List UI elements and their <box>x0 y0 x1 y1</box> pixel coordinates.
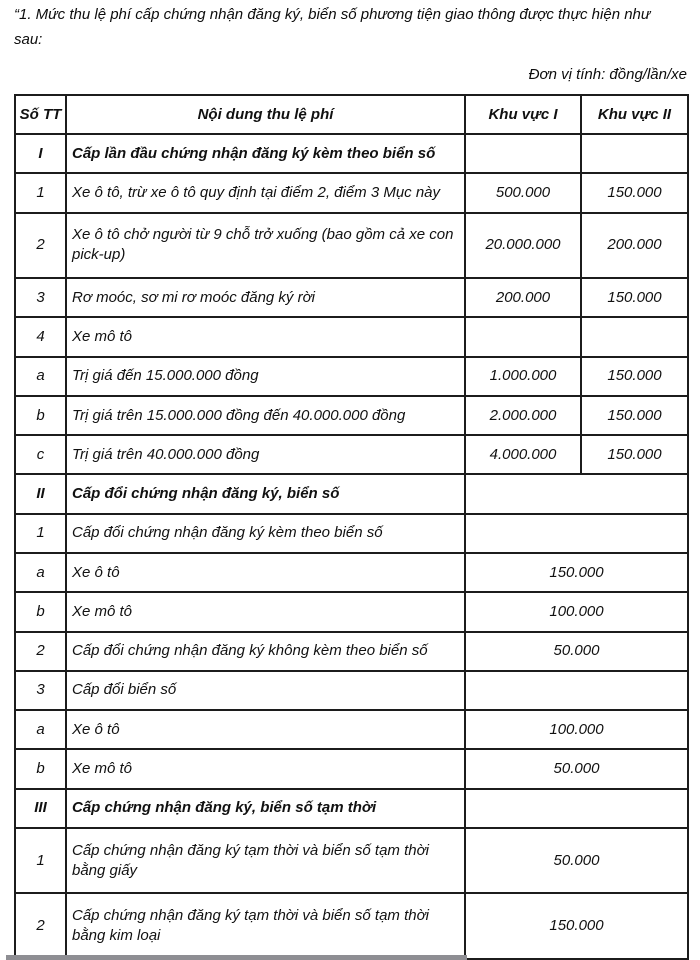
table-row <box>15 828 688 893</box>
table-cell-content: Cấp chứng nhận đăng ký tạm thời và biển số tạm thời bằng kim loại <box>66 893 465 959</box>
table-cell-content: Xe ô tô <box>66 710 465 749</box>
table-cell-fee-zone2: 150.000 <box>581 435 688 474</box>
table-cell-fee-merged <box>465 514 688 553</box>
table-header-row <box>15 95 688 134</box>
table-cell-content: Trị giá đến 15.000.000 đồng <box>66 357 465 396</box>
table-cell-no: 2 <box>15 893 66 959</box>
table-cell-content: Xe mô tô <box>66 592 465 631</box>
table-cell-fee-zone2: 200.000 <box>581 213 688 278</box>
header-cell-content: Nội dung thu lệ phí <box>66 95 465 134</box>
table-cell-content: Xe mô tô <box>66 317 465 356</box>
table-cell-content: Cấp đổi chứng nhận đăng ký kèm theo biển số <box>66 514 465 553</box>
table-cell-no: c <box>15 435 66 474</box>
unit-note: Đơn vị tính: đồng/lần/xe <box>528 66 687 83</box>
table-cell-no: 3 <box>15 278 66 317</box>
table-cell-content: Xe mô tô <box>66 749 465 788</box>
table-cell-no: b <box>15 592 66 631</box>
table-row <box>15 317 688 356</box>
table-cell-content: Cấp đổi chứng nhận đăng ký không kèm theo biển số <box>66 632 465 671</box>
table-cell-fee-zone1: 20.000.000 <box>465 213 581 278</box>
table-cell-fee-merged: 50.000 <box>465 632 688 671</box>
table-cell-no: b <box>15 396 66 435</box>
table-row <box>15 474 688 513</box>
table-cell-fee-merged: 50.000 <box>465 828 688 893</box>
table-cell-fee-zone1: 200.000 <box>465 278 581 317</box>
table-cell-no: 1 <box>15 173 66 212</box>
table-cell-content: Trị giá trên 40.000.000 đồng <box>66 435 465 474</box>
header-cell-no: Số TT <box>15 95 66 134</box>
header-cell-zone2: Khu vực II <box>581 95 688 134</box>
table-row <box>15 632 688 671</box>
table-cell-no: 2 <box>15 213 66 278</box>
table-cell-fee-merged: 150.000 <box>465 553 688 592</box>
table-row <box>15 553 688 592</box>
fee-table <box>14 94 689 960</box>
table-cell-content: Cấp đổi chứng nhận đăng ký, biển số <box>66 474 465 513</box>
table-row <box>15 789 688 828</box>
table-row <box>15 173 688 212</box>
table-cell-content: Xe ô tô, trừ xe ô tô quy định tại điểm 2, điểm 3 Mục này <box>66 173 465 212</box>
intro-paragraph: “1. Mức thu lệ phí cấp chứng nhận đăng ký, biển số phương tiện giao thông được thực hiện như sau: <box>14 6 651 48</box>
table-cell-fee-zone2 <box>581 317 688 356</box>
table-cell-no: II <box>15 474 66 513</box>
table-cell-fee-zone1 <box>465 134 581 173</box>
table-cell-no: a <box>15 357 66 396</box>
table-cell-content: Trị giá trên 15.000.000 đồng đến 40.000.000 đồng <box>66 396 465 435</box>
table-cell-no: 4 <box>15 317 66 356</box>
table-cell-no: I <box>15 134 66 173</box>
table-cell-fee-zone2: 150.000 <box>581 396 688 435</box>
table-cell-fee-merged <box>465 671 688 710</box>
table-cell-content: Cấp chứng nhận đăng ký, biển số tạm thời <box>66 789 465 828</box>
header-cell-zone1: Khu vực I <box>465 95 581 134</box>
table-cell-content: Cấp lần đầu chứng nhận đăng ký kèm theo biển số <box>66 134 465 173</box>
table-cell-no: a <box>15 553 66 592</box>
table-cell-fee-zone2 <box>581 134 688 173</box>
table-row <box>15 749 688 788</box>
table-cell-no: 1 <box>15 828 66 893</box>
table-cell-fee-zone1 <box>465 317 581 356</box>
table-cell-fee-merged <box>465 789 688 828</box>
table-cell-content: Xe ô tô <box>66 553 465 592</box>
table-cell-no: b <box>15 749 66 788</box>
table-cell-no: 3 <box>15 671 66 710</box>
table-cell-no: a <box>15 710 66 749</box>
table-cell-content: Cấp đổi biển số <box>66 671 465 710</box>
table-cell-content: Rơ moóc, sơ mi rơ moóc đăng ký rời <box>66 278 465 317</box>
table-cell-content: Xe ô tô chở người từ 9 chỗ trở xuống (bao gồm cả xe con pick-up) <box>66 213 465 278</box>
table-row <box>15 134 688 173</box>
table-cell-fee-zone1: 1.000.000 <box>465 357 581 396</box>
table-row <box>15 213 688 278</box>
table-cell-fee-zone2: 150.000 <box>581 278 688 317</box>
table-cell-fee-merged: 150.000 <box>465 893 688 959</box>
table-row <box>15 710 688 749</box>
table-row <box>15 396 688 435</box>
table-cell-fee-merged <box>465 474 688 513</box>
table-cell-fee-zone2: 150.000 <box>581 173 688 212</box>
fee-table-body <box>15 134 688 959</box>
table-cell-fee-zone1: 4.000.000 <box>465 435 581 474</box>
table-row <box>15 671 688 710</box>
table-row <box>15 592 688 631</box>
table-cell-fee-zone2: 150.000 <box>581 357 688 396</box>
table-cell-fee-merged: 100.000 <box>465 710 688 749</box>
table-cell-fee-zone1: 500.000 <box>465 173 581 212</box>
table-cell-content: Cấp chứng nhận đăng ký tạm thời và biển số tạm thời bằng giấy <box>66 828 465 893</box>
table-row <box>15 514 688 553</box>
table-row <box>15 357 688 396</box>
table-row <box>15 893 688 959</box>
next-element-cutoff-bar <box>6 955 467 960</box>
table-cell-fee-merged: 100.000 <box>465 592 688 631</box>
table-cell-fee-zone1: 2.000.000 <box>465 396 581 435</box>
table-cell-fee-merged: 50.000 <box>465 749 688 788</box>
table-cell-no: 2 <box>15 632 66 671</box>
table-row <box>15 278 688 317</box>
table-cell-no: 1 <box>15 514 66 553</box>
table-cell-no: III <box>15 789 66 828</box>
table-row <box>15 435 688 474</box>
